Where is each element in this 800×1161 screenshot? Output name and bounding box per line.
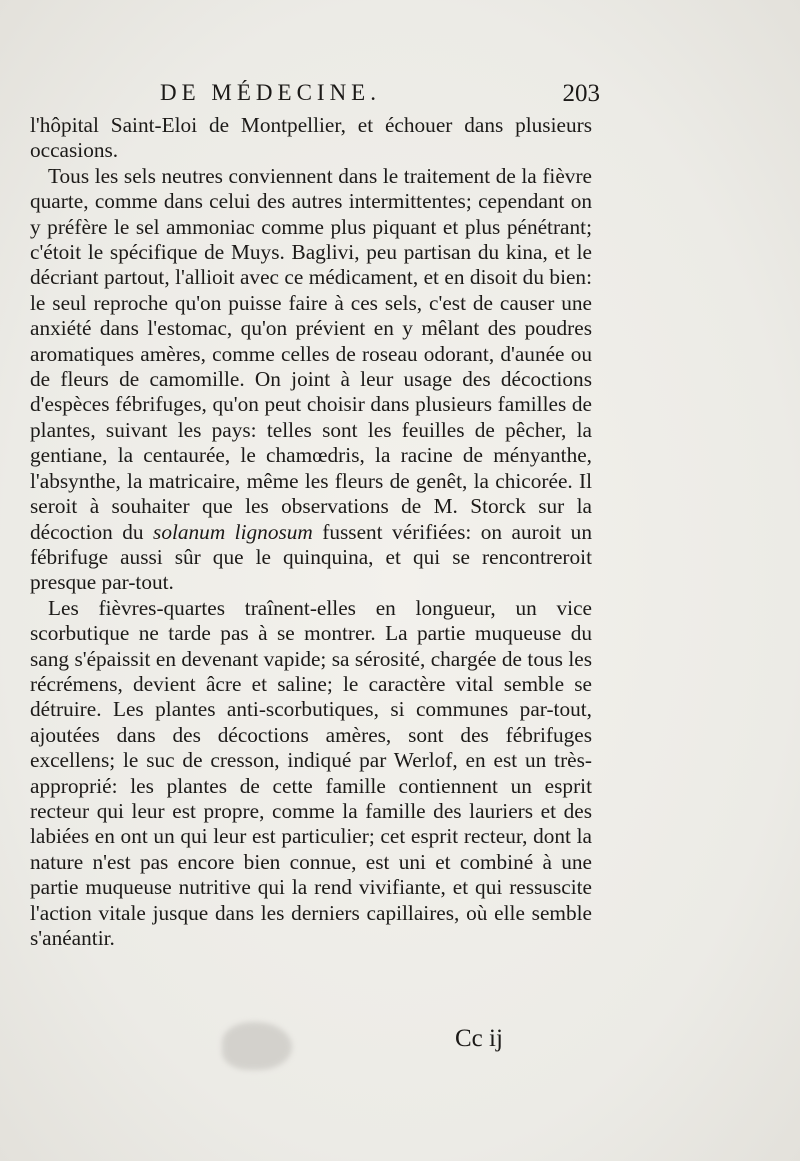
page-number: 203 [562,80,600,107]
paragraph: Les fièvres-quartes traînent-elles en longueur, un vice scorbutique ne tarde pas à se montrer. La partie muqueuse du sang s'épaissit en devenant vapide; sa sérosité, chargée de tous les récrémens, devient âcre et saline; le caractère vital semble se détruire. Les plantes anti-scorbutiques, si communes par-tout, ajoutées dans des décoctions amères, sont des fébrifuges excellens; le suc de cresson, indiqué par Werlof, en est un très-approprié: les plantes de cette famille contiennent un esprit recteur qui leur est propre, comme la famille des lauriers et des labiées en ont un qui leur est particulier; cet esprit recteur, dont la nature n'est pas encore bien connue, est uni et combiné à une partie muqueuse nutritive qui la rend vivifiante, et qui ressuscite l'action vitale jusque dans les derniers capillaires, où elle semble s'anéantir. [30,595,592,950]
paragraph: Tous les sels neutres conviennent dans le traitement de la fièvre quarte, comme dans celui des autres intermittentes; cependant on y préfère le sel ammoniac comme plus piquant et plus pénétrant; c'étoit le spécifique de Muys. Baglivi, peu partisan du kina, et le décriant partout, l'allioit avec ce médicament, et en disoit du bien: le seul reproche qu'on puisse faire à ces sels, c'est de causer une anxiété dans l'estomac, qu'on prévient en y mêlant des poudres aromatiques amères, comme celles de roseau odorant, d'aunée ou de fleurs de camomille. On joint à leur usage des décoctions d'espèces fébrifuges, qu'on peut choisir dans plusieurs familles de plantes, suivant les pays: telles sont les feuilles de pêcher, la gentiane, la centaurée, le chamœdris, la racine de ményanthe, l'absynthe, la matricaire, même les fleurs de genêt, la chicorée. Il seroit à souhaiter que les observations de M. Storck sur la décoction du solanum lignosum fussent vérifiées: on auroit un fébrifuge aussi sûr que le quinquina, et qui se rencontreroit presque par-tout. [30,163,592,595]
paper-stain [222,1022,292,1070]
paragraph-continuation: l'hôpital Saint-Eloi de Montpellier, et échouer dans plusieurs occasions. [30,113,592,163]
page-header [160,80,600,110]
signature-mark: Cc ij [455,1025,503,1052]
latin-term: solanum lignosum [153,519,313,544]
body-text [30,113,592,951]
running-head: DE MÉDECINE. [160,80,381,105]
